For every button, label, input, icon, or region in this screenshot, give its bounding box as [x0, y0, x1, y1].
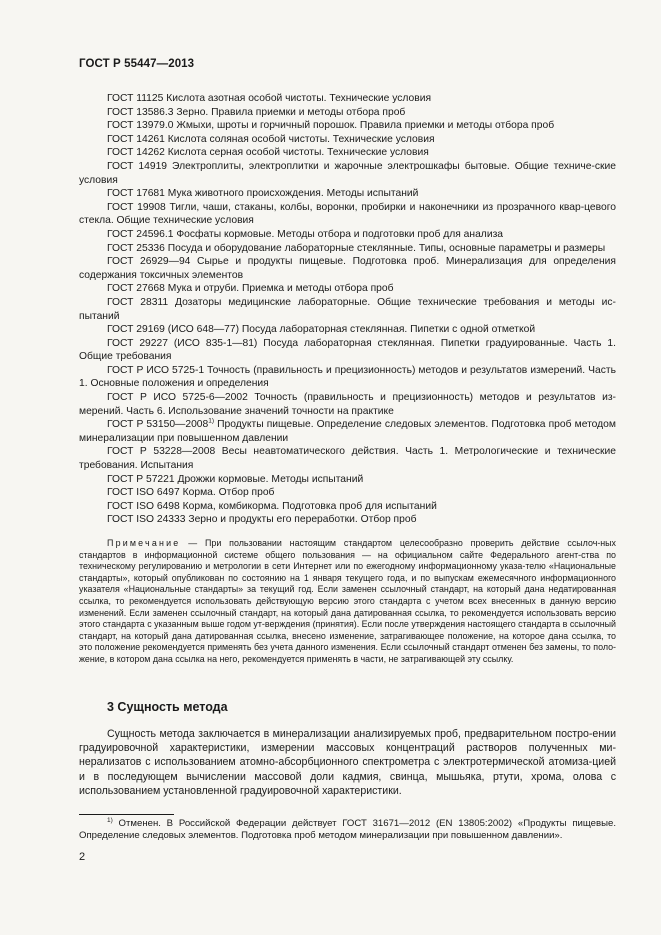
reference-item: ГОСТ ISO 6498 Корма, комбикорма. Подготовка проб для испытаний [107, 500, 437, 512]
page-number: 2 [79, 851, 86, 863]
reference-item: ГОСТ 14261 Кислота соляная особой чистоты. Технические условия [107, 133, 435, 145]
reference-item: ГОСТ Р 57221 Дрожжи кормовые. Методы испытаний [107, 473, 364, 485]
reference-item: ГОСТ Р ИСО 5725-1 Точность (правильность и прецизионность) методов и результатов измерений. Часть 1. Основные положения и определения [79, 364, 616, 390]
reference-item: ГОСТ Р 53228—2008 Весы неавтоматического действия. Часть 1. Метрологические и технические требования. Испытания [79, 446, 616, 472]
reference-item: ГОСТ ISO 24333 Зерно и продукты его переработки. Отбор проб [107, 514, 417, 526]
note-label: Примечание [107, 538, 181, 548]
note-text: — При пользовании настоящим стандартом целесообразно проверить действие ссылоч-ных стандартов в информационной системе общего пользования — на официальном сайте Федерального агент-ства по техническому регулированию и метрологии в сети Интернет или по ежегодному информационному указа-телю «Национальные стандарты», который опубликован по состоянию на 1 января текущего года, и по выпускам ежемесячного информационного указателя «Национальные стандарты» за текущий год. Если заменен ссылочный стандарт, на который дана недатированная ссылка, то рекомендуется использовать действующую версию этого стандарта с учетом всех внесенных в данную версию изменений. Если заменен ссылочный стандарт, на который дана датированная ссылка, то рекомендуется использовать версию этого стандарта с указанным выше годом ут-верждения (принятия). Если после утверждения настоящего стандарта в ссылочный стандарт, на который дана датированная ссылка, внесено изменение, затрагивающее положение, на которое дана ссылка, то это положение рекомендуется применять без учета данного изменения. Если ссылочный стандарт отменен без замены, то поло-жение, в котором дана ссылка на него, рекомендуется применять в части, не затрагивающей эту ссылку. [79, 538, 616, 664]
reference-item: ГОСТ 29169 (ИСО 648—77) Посуда лабораторная стеклянная. Пипетки с одной отметкой [107, 324, 536, 336]
normative-references-list [79, 92, 616, 527]
reference-item: ГОСТ 17681 Мука животного происхождения. Методы испытаний [107, 188, 419, 200]
reference-item: ГОСТ 14262 Кислота серная особой чистоты. Технические условия [107, 147, 429, 159]
footnote-text: Отменен. В Российской Федерации действует ГОСТ 31671—2012 (EN 13805:2002) «Продукты пищевые. Определение следовых элементов. Подготовка проб методом минерализации при повышенном давлении». [79, 818, 616, 842]
reference-text: ГОСТ Р 53150—2008 [107, 419, 209, 431]
reference-item-with-footnote [79, 418, 616, 445]
reference-item: ГОСТ 14919 Электроплиты, электроплитки и жарочные электрошкафы бытовые. Общие техниче-ские условия [79, 160, 616, 186]
reference-item: ГОСТ 28311 Дозаторы медицинские лабораторные. Общие технические требования и методы ис-пытаний [79, 296, 616, 322]
reference-item: ГОСТ ISO 6497 Корма. Отбор проб [107, 487, 275, 499]
reference-item: ГОСТ 25336 Посуда и оборудование лабораторные стеклянные. Типы, основные параметры и размеры [107, 242, 606, 254]
reference-item: ГОСТ 26929—94 Сырье и продукты пищевые. Подготовка проб. Минерализация для определения содержания токсичных элементов [79, 256, 616, 281]
reference-text: Продукты пищевые. Определение следовых элементов. Подготовка проб методом минерализации при повышенном давлении [79, 419, 616, 444]
footnote-marker: 1) [107, 816, 113, 824]
reference-item: ГОСТ 29227 (ИСО 835-1—81) Посуда лабораторная стеклянная. Пипетки градуированные. Часть 1. Общие требования [79, 337, 616, 363]
reference-item: ГОСТ 19908 Тигли, чаши, стаканы, колбы, воронки, пробирки и наконечники из прозрачного квар-цевого стекла. Общие технические условия [79, 201, 616, 227]
document-header: ГОСТ Р 55447—2013 [79, 58, 195, 70]
section-title: 3 Сущность метода [107, 700, 228, 714]
reference-item: ГОСТ 13979.0 Жмыхи, шроты и горчичный порошок. Правила приемки и методы отбора проб [107, 120, 555, 132]
note-paragraph [79, 538, 616, 666]
reference-item: ГОСТ 27668 Мука и отруби. Приемка и методы отбора проб [107, 283, 394, 295]
footnote-ref-marker: 1) [208, 417, 215, 425]
reference-item: ГОСТ Р ИСО 5725-6—2002 Точность (правильность и прецизионность) методов и результатов из-мерений. Часть 6. Использование значений точности на практике [79, 392, 616, 417]
reference-item: ГОСТ 11125 Кислота азотная особой чистоты. Технические условия [107, 93, 432, 104]
footnote-divider [79, 814, 174, 815]
section-body: Сущность метода заключается в минерализации анализируемых проб, предварительном постро-ении градуировочной характеристики, измерении массовых концентраций растворов полученных ми-нерализатов с использованием атомно-абсорбционного спектрометра с электротермической атомиза-цией и в последующем вычислении массовой доли кадмия, свинца, мышьяка, ртути, хрома, олова с использованием установленной градуировочной характеристики. [79, 728, 616, 797]
footnote [79, 818, 616, 843]
reference-item: ГОСТ 24596.1 Фосфаты кормовые. Методы отбора и подготовки проб для анализа [107, 228, 504, 240]
reference-item: ГОСТ 13586.3 Зерно. Правила приемки и методы отбора проб [107, 106, 406, 118]
